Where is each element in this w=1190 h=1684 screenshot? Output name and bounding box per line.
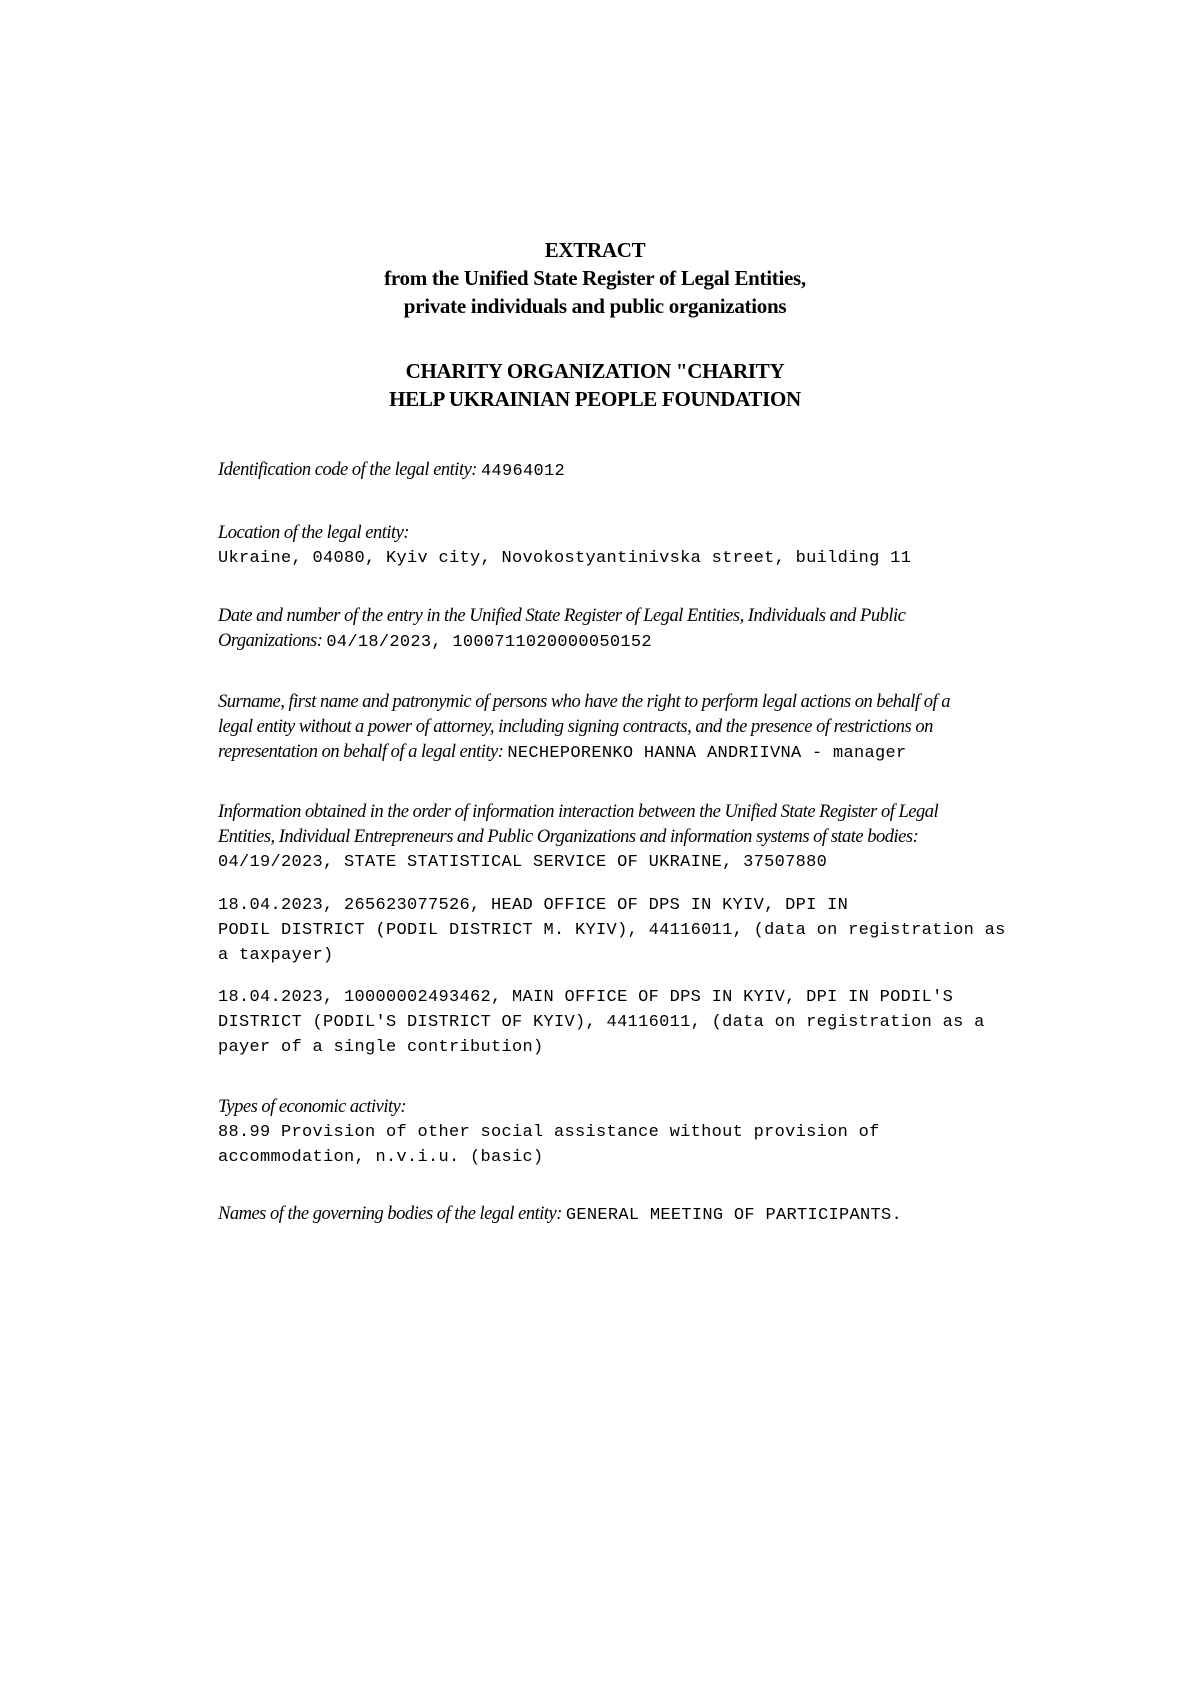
governing-bodies-label: Names of the governing bodies of the legal entity: xyxy=(218,1204,562,1224)
record-2-line-3: a taxpayer) xyxy=(218,946,334,965)
record-2-line-2: PODIL DISTRICT (PODIL DISTRICT M. KYIV), 44116011, (data on registration as xyxy=(218,921,1006,940)
record-2-line-1: 18.04.2023, 265623077526, HEAD OFFICE OF DPS IN KYIV, DPI IN xyxy=(218,896,849,915)
information-label-line-2: Entities, Individual Entrepreneurs and Public Organizations and information systems of state bodies: xyxy=(218,827,919,847)
information-record-2 xyxy=(218,893,1088,968)
entity-name xyxy=(0,357,1190,413)
persons-label-line-2: legal entity without a power of attorney, including signing contracts, and the presence of restrictions on xyxy=(218,717,933,737)
information-record-3 xyxy=(218,985,1088,1060)
document-title: EXTRACT xyxy=(544,238,646,262)
governing-bodies-field xyxy=(218,1202,1088,1227)
economic-activity-field xyxy=(218,1095,1088,1170)
economic-activity-label: Types of economic activity: xyxy=(218,1097,407,1117)
location-label: Location of the legal entity: xyxy=(218,523,410,543)
entry-label-line-2: Organizations: xyxy=(218,631,323,651)
identification-code-label: Identification code of the legal entity: xyxy=(218,460,477,480)
governing-bodies-value: GENERAL MEETING OF PARTICIPANTS. xyxy=(565,1206,902,1225)
persons-label-line-3: representation on behalf of a legal entity: xyxy=(218,742,504,762)
identification-code-value: 44964012 xyxy=(480,462,565,481)
location-field xyxy=(218,521,1088,571)
document-subtitle-line-1: from the Unified State Register of Legal Entities, xyxy=(384,266,806,290)
information-interaction-field xyxy=(218,800,1088,875)
location-value: Ukraine, 04080, Kyiv city, Novokostyantinivska street, building 11 xyxy=(218,549,912,568)
entity-name-line-2: HELP UKRAINIAN PEOPLE FOUNDATION xyxy=(389,387,801,411)
entry-field xyxy=(218,604,1088,654)
document-subtitle-line-2: private individuals and public organizations xyxy=(403,294,787,318)
record-3-line-3: payer of a single contribution) xyxy=(218,1038,544,1057)
identification-code-field xyxy=(218,458,1088,483)
authorized-persons-field xyxy=(218,690,1088,765)
entry-value: 04/18/2023, 1000711020000050152 xyxy=(326,633,652,652)
entity-name-line-1: CHARITY ORGANIZATION "CHARITY xyxy=(405,359,785,383)
record-3-line-2: DISTRICT (PODIL'S DISTRICT OF KYIV), 44116011, (data on registration as a xyxy=(218,1013,985,1032)
economic-activity-value-line-2: accommodation, n.v.i.u. (basic) xyxy=(218,1148,544,1167)
information-label-line-1: Information obtained in the order of information interaction between the Unified State Register of Legal xyxy=(218,802,939,822)
document-header xyxy=(0,236,1190,320)
persons-label-line-1: Surname, first name and patronymic of persons who have the right to perform legal actions on behalf of a xyxy=(218,692,950,712)
persons-value: NECHEPORENKO HANNA ANDRIIVNA - manager xyxy=(507,744,907,763)
entry-label-line-1: Date and number of the entry in the Unified State Register of Legal Entities, Individuals and Public xyxy=(218,606,906,626)
information-record-1: 04/19/2023, STATE STATISTICAL SERVICE OF UKRAINE, 37507880 xyxy=(218,853,828,872)
record-3-line-1: 18.04.2023, 10000002493462, MAIN OFFICE OF DPS IN KYIV, DPI IN PODIL'S xyxy=(218,988,954,1007)
economic-activity-value-line-1: 88.99 Provision of other social assistance without provision of xyxy=(218,1123,880,1142)
